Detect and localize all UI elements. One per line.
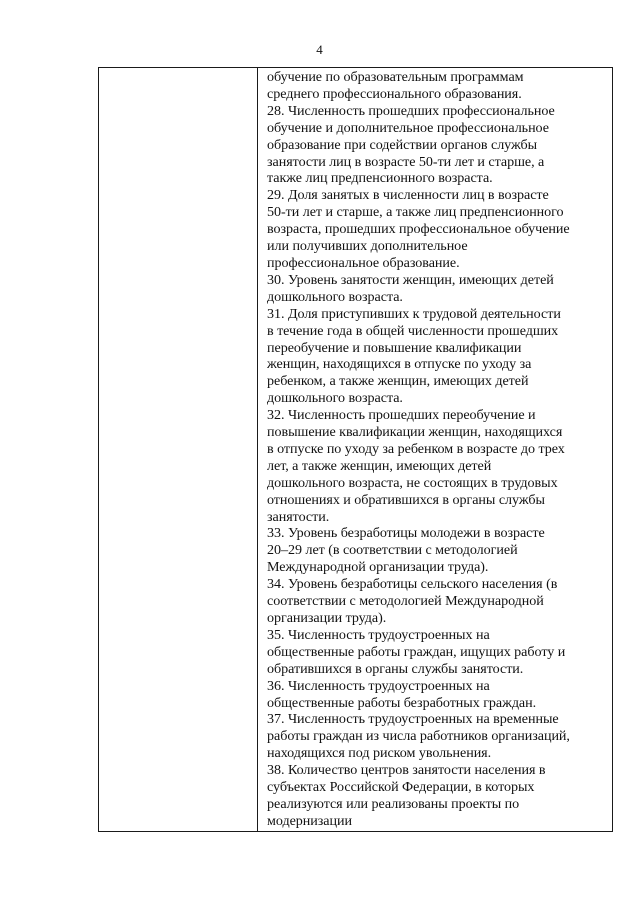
text-line: дошкольного возраста, не состоящих в трудовых — [267, 474, 558, 491]
text-line: 20–29 лет (в соответствии с методологией — [267, 542, 518, 559]
text-line: в отпуске по уходу за ребенком в возрасте до трех — [267, 440, 565, 457]
text-line: дошкольного возраста. — [267, 390, 403, 407]
text-line: обучение по образовательным программам — [267, 69, 524, 85]
text-line: общественные работы граждан, ищущих работу и — [267, 643, 566, 660]
text-line: работы граждан из числа работников организаций, — [267, 728, 570, 745]
text-line: соответствии с методологией Международной — [267, 593, 544, 610]
text-line: профессиональное образование. — [267, 254, 460, 271]
text-line: 36. Численность трудоустроенных на — [267, 677, 490, 694]
text-line: 30. Уровень занятости женщин, имеющих детей — [267, 271, 554, 288]
text-line: возраста, прошедших профессиональное обучение — [267, 221, 570, 238]
text-line: среднего профессионального образования. — [267, 85, 522, 102]
table-right-cell — [258, 68, 612, 831]
text-line: 35. Численность трудоустроенных на — [267, 626, 490, 643]
text-line: отношениях и обратившихся в органы службы — [267, 491, 545, 508]
text-line: переобучение и повышение квалификации — [267, 339, 522, 356]
text-line: в течение года в общей численности прошедших — [267, 322, 559, 339]
text-line: образование при содействии органов службы — [267, 136, 538, 153]
text-line: ребенком, а также женщин, имеющих детей — [267, 373, 529, 390]
text-line: субъектах Российской Федерации, в которых — [267, 779, 535, 796]
table-left-cell — [99, 68, 258, 831]
text-line: также лиц предпенсионного возраста. — [267, 170, 493, 187]
text-line: 28. Численность прошедших профессиональное — [267, 102, 555, 119]
text-line: 33. Уровень безработицы молодежи в возрасте — [267, 525, 545, 542]
text-line: или получивших дополнительное — [267, 238, 468, 255]
text-line: модернизации — [267, 812, 352, 829]
text-line: лет, а также женщин, имеющих детей — [267, 457, 492, 474]
text-line: повышение квалификации женщин, находящихся — [267, 424, 563, 441]
text-line: 29. Доля занятых в численности лиц в возрасте — [267, 187, 549, 204]
text-line: общественные работы безработных граждан. — [267, 694, 537, 711]
page-number: 4 — [316, 42, 323, 57]
text-line: организации труда). — [267, 610, 387, 626]
text-line: дошкольного возраста. — [267, 288, 403, 305]
text-line: занятости. — [267, 508, 330, 525]
text-line: обучение и дополнительное профессиональное — [267, 119, 549, 136]
text-line: занятости лиц в возрасте 50-ти лет и старше, а — [267, 153, 545, 170]
text-line: 31. Доля приступивших к трудовой деятельности — [267, 305, 561, 322]
text-line: женщин, находящихся в отпуске по уходу за — [267, 356, 532, 373]
text-line: Международной организации труда). — [267, 559, 489, 576]
text-line: 37. Численность трудоустроенных на временные — [267, 711, 559, 728]
indicators-table — [98, 67, 613, 832]
text-line: 50-ти лет и старше, а также лиц предпенсионного — [267, 204, 564, 221]
text-line: 34. Уровень безработицы сельского населения (в — [267, 576, 558, 593]
text-line: 38. Количество центров занятости населения в — [267, 762, 546, 779]
text-line: обратившихся в органы службы занятости. — [267, 660, 524, 677]
text-line: находящихся под риском увольнения. — [267, 745, 492, 762]
text-line: 32. Численность прошедших переобучение и — [267, 407, 536, 424]
text-line: реализуются или реализованы проекты по — [267, 795, 520, 812]
